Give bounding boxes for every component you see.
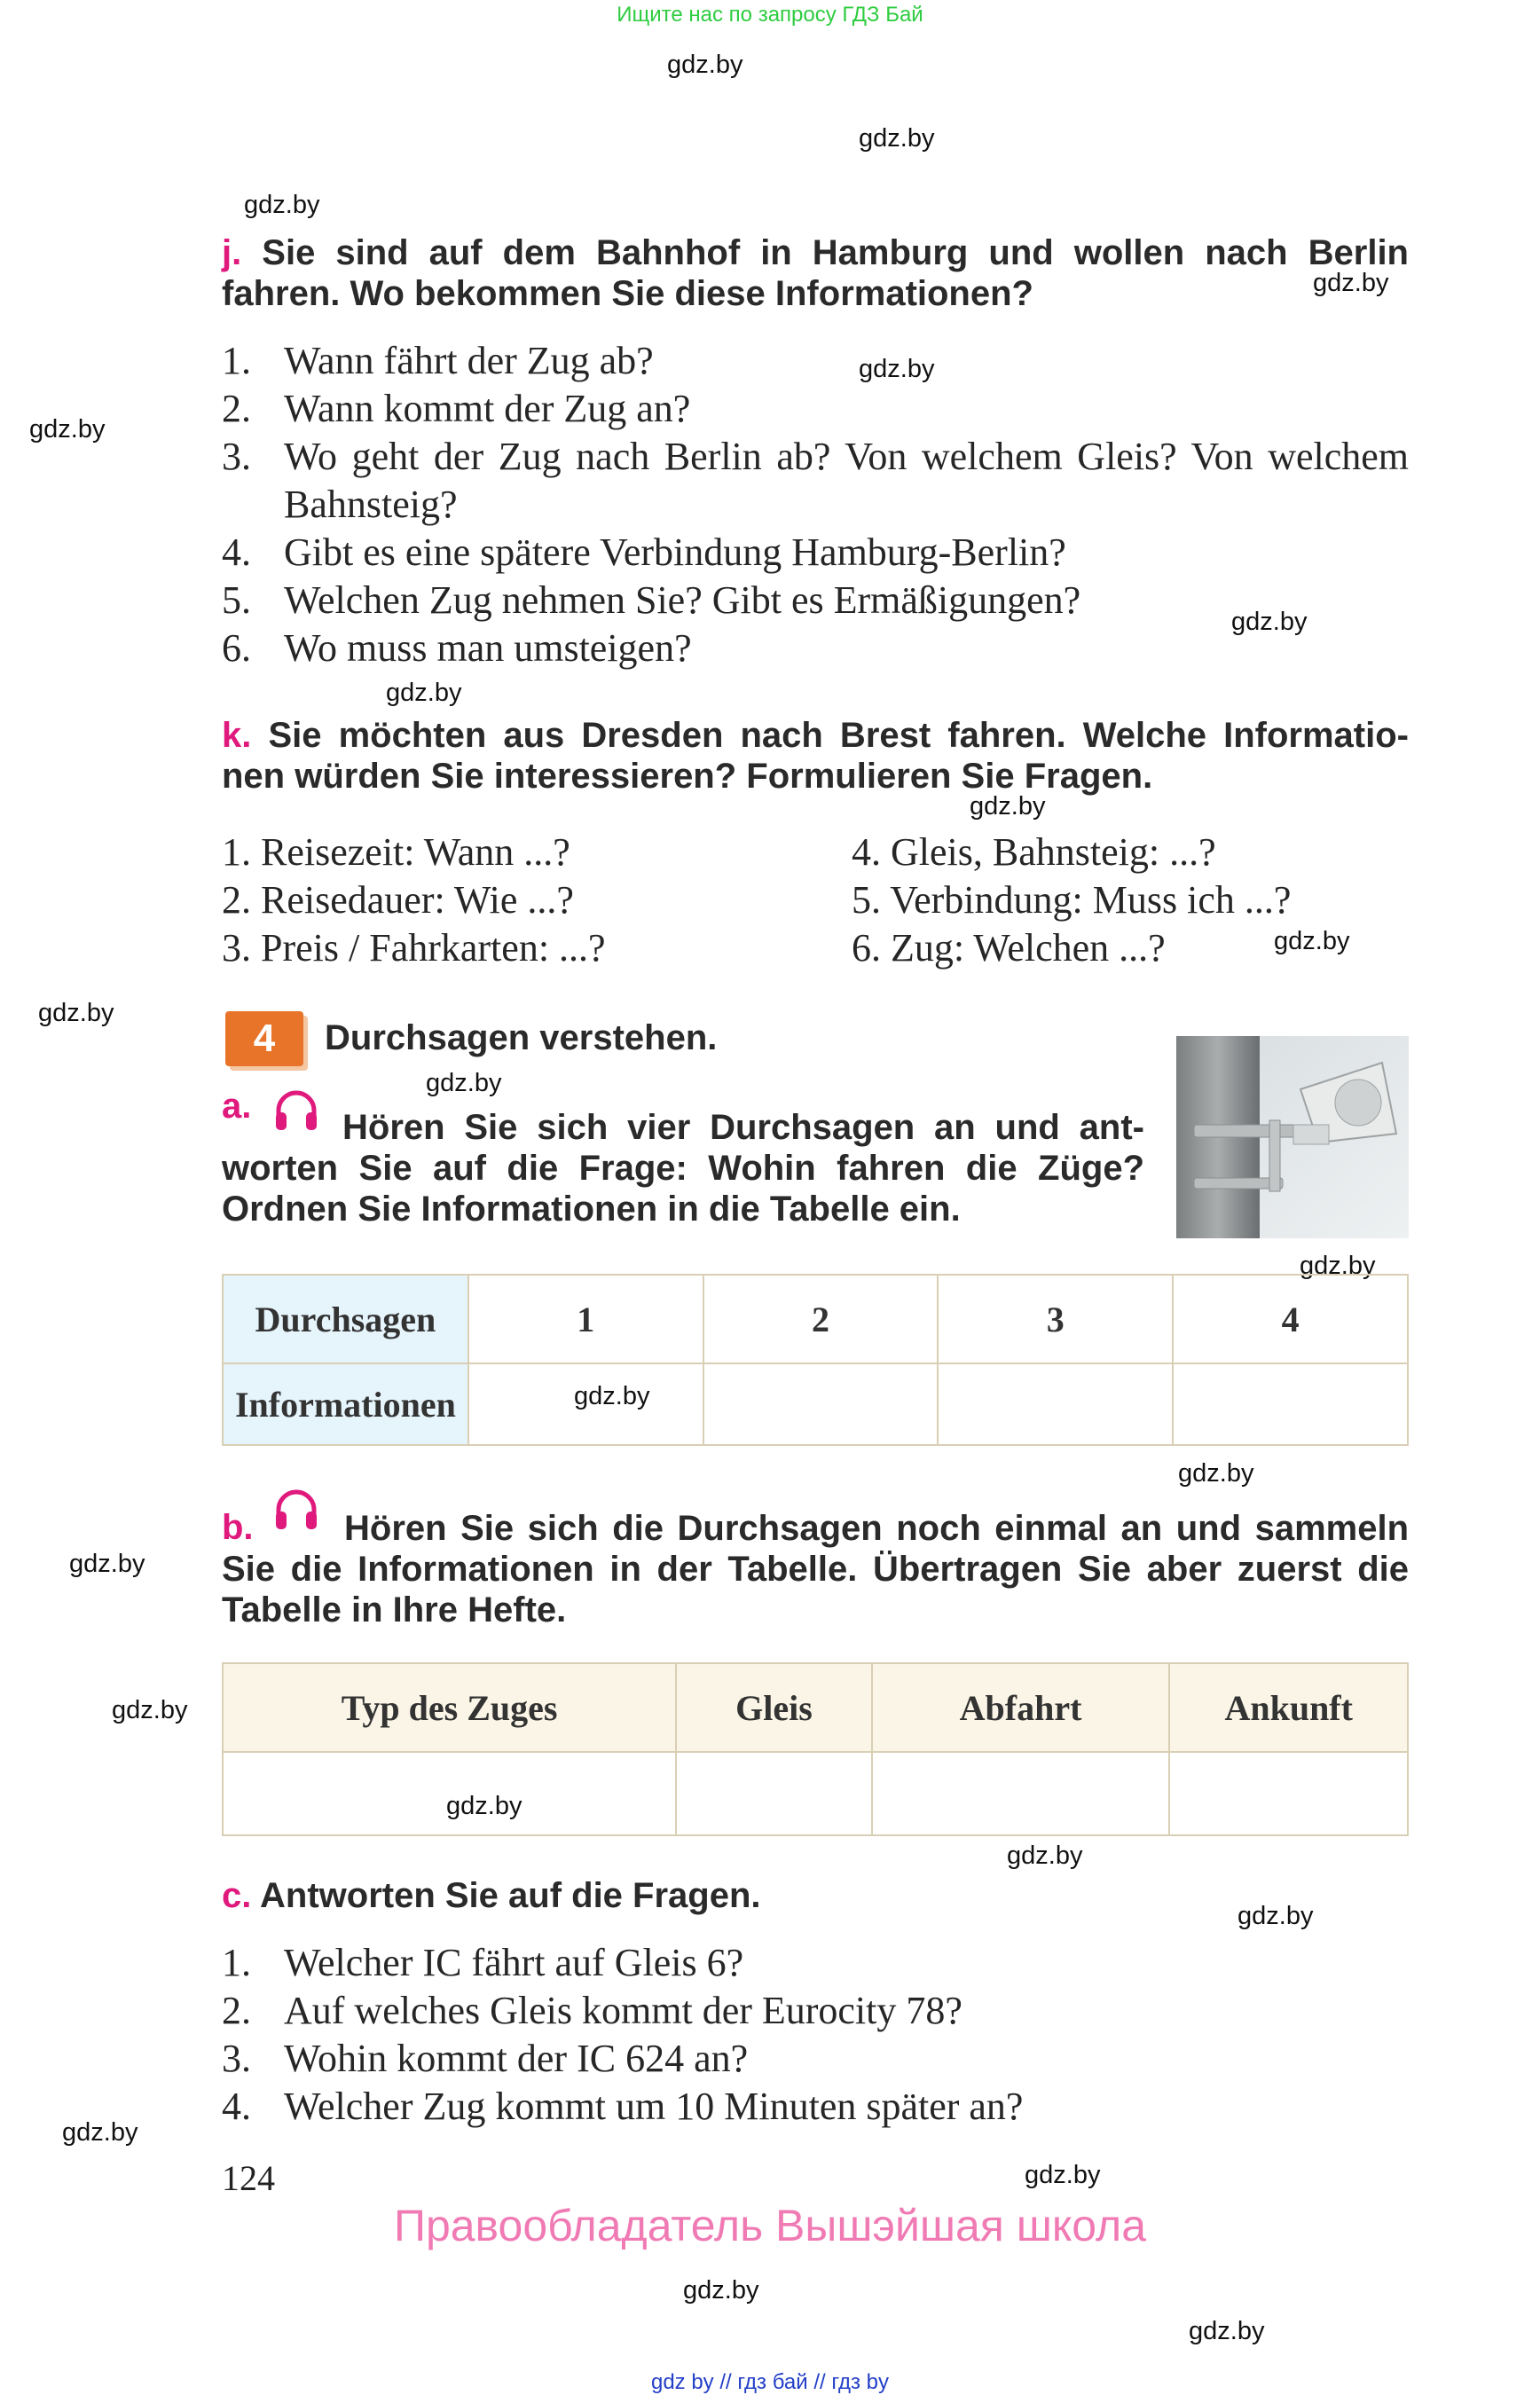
table-header-cell: 1 [468, 1275, 703, 1363]
watermark: gdz.by [69, 1550, 145, 1578]
task-letter: c. [222, 1876, 252, 1915]
table-header-cell: Durchsagen [223, 1275, 468, 1363]
loudspeaker-photo [1176, 1036, 1409, 1238]
list-j [222, 337, 1409, 672]
watermark: gdz.by [1231, 608, 1308, 636]
watermark: gdz.by [970, 792, 1046, 821]
list-item: 1. Welcher IC fährt auf Gleis 6? [222, 1941, 744, 1984]
table-cell [938, 1363, 1173, 1445]
watermark: gdz.by [112, 1696, 188, 1724]
table-header-cell: Typ des Zuges [223, 1663, 676, 1752]
list-item: 3. Preis / Fahrkarten: ...? [222, 926, 606, 970]
task-text: Hören Sie sich die Durchsagen noch einmal an und sammeln Sie die Informationen in der Tabelle. Übertragen Sie aber zuerst die Tabelle in Ihre Hefte. [222, 1509, 1409, 1629]
watermark: gdz.by [38, 999, 114, 1027]
table-cell [1169, 1752, 1408, 1835]
task-text: Sie sind auf dem Bahnhof in Hamburg und wollen nach Berlin fahren. Wo bekommen Sie diese Informationen? [222, 233, 1409, 313]
watermark: gdz.by [667, 51, 743, 79]
list-item: 1. Reisezeit: Wann ...? [222, 830, 570, 874]
list-item: 4. Gibt es eine spätere Verbindung Hamburg-Berlin? [222, 530, 1066, 574]
table-header-cell: 4 [1173, 1275, 1408, 1363]
list-c [222, 1939, 1409, 2131]
exercise-number-badge: 4 [225, 1011, 303, 1066]
list-item: 4. Welcher Zug kommt um 10 Minuten später an? [222, 2085, 1024, 2128]
table-header-cell: Abfahrt [872, 1663, 1170, 1752]
task-b [222, 1508, 1409, 1630]
task-j [222, 232, 1409, 314]
bottom-links[interactable]: gdz by // гдз бай // гдз by [650, 2370, 890, 2394]
list-item: 1. Wann fährt der Zug ab? [222, 339, 654, 382]
table-cell [223, 1752, 676, 1835]
watermark: gdz.by [859, 355, 935, 383]
list-item: 5. Welchen Zug nehmen Sie? Gibt es Ermäßigungen? [222, 578, 1081, 622]
task-letter: j. [222, 233, 242, 272]
watermark: gdz.by [1007, 1842, 1083, 1870]
table-cell [676, 1752, 871, 1835]
table-cell [468, 1363, 703, 1445]
table-cell [872, 1752, 1170, 1835]
table-cell [703, 1363, 939, 1445]
table-durchsagen [222, 1274, 1409, 1446]
watermark: gdz.by [1300, 1252, 1376, 1280]
task-text: Sie möchten aus Dresden nach Brest fahren. Welche Informatio- nen würden Sie interessieren? Formulieren Sie Fragen. [222, 716, 1409, 796]
task-letter: k. [222, 716, 252, 755]
watermark: gdz.by [1178, 1459, 1254, 1488]
list-item: 2. Wann kommt der Zug an? [222, 387, 691, 430]
task-letter: a. [222, 1087, 252, 1126]
task-k [222, 715, 1409, 797]
watermark: gdz.by [426, 1069, 502, 1097]
task-a [222, 1107, 1144, 1229]
watermark: gdz.by [574, 1382, 650, 1410]
page-number: 124 [222, 2158, 275, 2198]
list-item: 5. Verbindung: Muss ich ...? [852, 878, 1292, 922]
loudspeaker-image [1176, 1036, 1409, 1238]
table-cell [1173, 1363, 1408, 1445]
watermark: gdz.by [244, 191, 320, 219]
table-zuege [222, 1662, 1409, 1836]
watermark: gdz.by [683, 2276, 759, 2305]
list-item: 2. Auf welches Gleis kommt der Eurocity 78? [222, 1989, 962, 2032]
list-item: 6. Wo muss man umsteigen? [222, 626, 692, 670]
exercise-title: Durchsagen verstehen. [325, 1018, 718, 1057]
watermark: gdz.by [1238, 1902, 1314, 1930]
list-item: 3. Wo geht der Zug nach Berlin ab? Von welchem Gleis? Von welchem Bahnsteig? [222, 435, 1409, 526]
table-header-cell: Gleis [676, 1663, 871, 1752]
table-header-cell: Ankunft [1169, 1663, 1408, 1752]
table-header-cell: 3 [938, 1275, 1173, 1363]
task-text: Hören Sie sich vier Durchsagen an und ant- worten Sie auf die Frage: Wohin fahren die Züge? Ordnen Sie Informationen in die Tabelle ein. [222, 1108, 1144, 1229]
table-row-label: Informationen [223, 1363, 468, 1445]
watermark: gdz.by [1025, 2161, 1101, 2189]
list-item: 6. Zug: Welchen ...? [852, 926, 1166, 970]
task-c [222, 1875, 1409, 1916]
list-item: 3. Wohin kommt der IC 624 an? [222, 2037, 749, 2080]
list-item: 2. Reisedauer: Wie ...? [222, 878, 574, 922]
watermark: gdz.by [386, 679, 462, 707]
watermark: gdz.by [29, 415, 106, 444]
watermark: gdz.by [446, 1792, 522, 1820]
watermark: gdz.by [1189, 2317, 1265, 2345]
watermark: gdz.by [1274, 927, 1350, 955]
task-text: Antworten Sie auf die Fragen. [260, 1876, 761, 1915]
watermark: gdz.by [1313, 269, 1389, 297]
task-letter: b. [222, 1508, 254, 1547]
rights-holder: Правообладатель Вышэйшая школа [394, 2201, 1146, 2250]
watermark: gdz.by [62, 2118, 138, 2147]
top-banner[interactable]: Ищите нас по запросу ГДЗ Бай [617, 3, 923, 27]
watermark: gdz.by [859, 124, 935, 153]
table-header-cell: 2 [703, 1275, 939, 1363]
list-item: 4. Gleis, Bahnsteig: ...? [852, 830, 1216, 874]
